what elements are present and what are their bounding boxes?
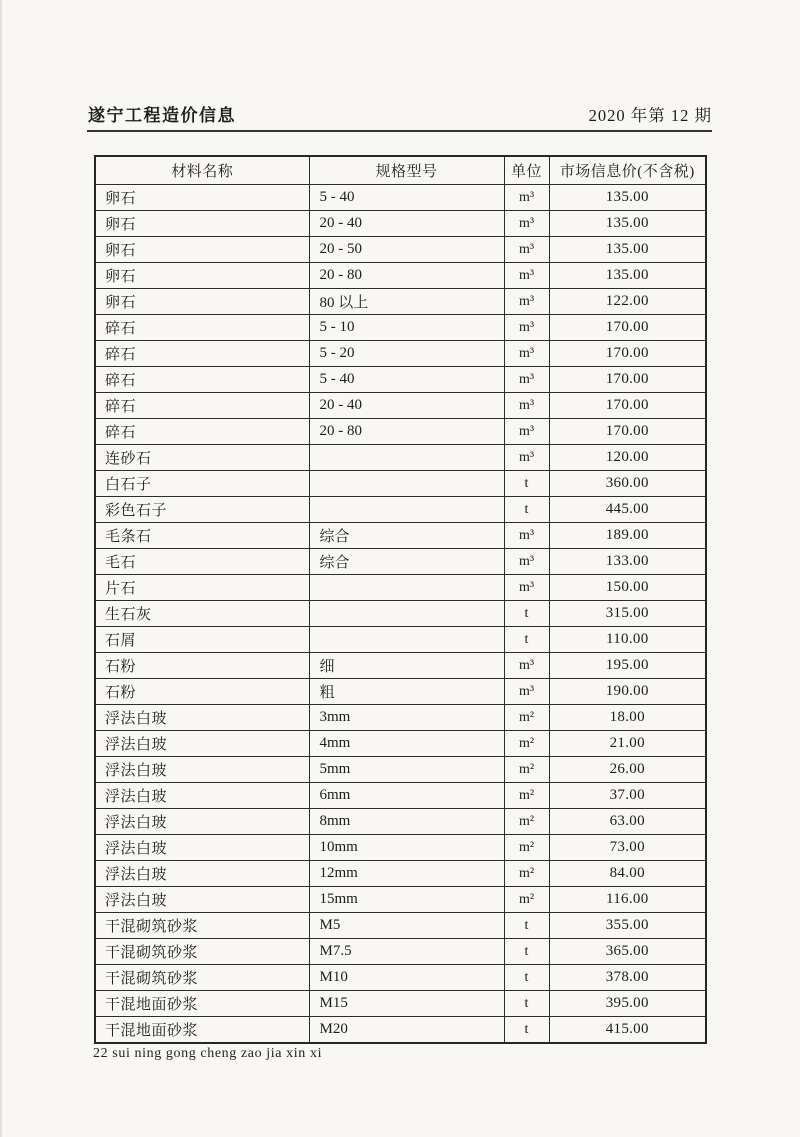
cell-spec-model: M20 — [309, 1017, 504, 1044]
table-row — [95, 185, 706, 211]
table-row — [95, 497, 706, 523]
table-row — [95, 289, 706, 315]
cell-material-name: 浮法白玻 — [95, 705, 309, 731]
cell-spec-model: M5 — [309, 913, 504, 939]
cell-material-name: 卵石 — [95, 237, 309, 263]
table-row — [95, 575, 706, 601]
col-header-material-name: 材料名称 — [95, 156, 309, 185]
cell-unit: t — [504, 939, 549, 965]
cell-spec-model: 5mm — [309, 757, 504, 783]
cell-material-name: 卵石 — [95, 289, 309, 315]
cell-unit: m³ — [504, 575, 549, 601]
cell-unit: t — [504, 627, 549, 653]
cell-unit: m³ — [504, 185, 549, 211]
cell-spec-model — [309, 575, 504, 601]
cell-unit: m² — [504, 783, 549, 809]
cell-spec-model: M15 — [309, 991, 504, 1017]
cell-unit: m³ — [504, 523, 549, 549]
cell-unit: m² — [504, 809, 549, 835]
cell-material-name: 片石 — [95, 575, 309, 601]
cell-price: 190.00 — [549, 679, 706, 705]
table-row — [95, 835, 706, 861]
header-divider — [87, 130, 712, 132]
cell-unit: m² — [504, 835, 549, 861]
col-header-spec-model: 规格型号 — [309, 156, 504, 185]
table-row — [95, 523, 706, 549]
table-row — [95, 783, 706, 809]
cell-unit: m³ — [504, 263, 549, 289]
cell-spec-model: 4mm — [309, 731, 504, 757]
cell-unit: m³ — [504, 237, 549, 263]
cell-material-name: 卵石 — [95, 211, 309, 237]
cell-spec-model: 20 - 50 — [309, 237, 504, 263]
cell-material-name: 浮法白玻 — [95, 809, 309, 835]
table-row — [95, 939, 706, 965]
table-row — [95, 393, 706, 419]
cell-material-name: 毛条石 — [95, 523, 309, 549]
cell-unit: t — [504, 991, 549, 1017]
cell-spec-model: 20 - 40 — [309, 211, 504, 237]
cell-material-name: 碎石 — [95, 393, 309, 419]
cell-unit: m³ — [504, 419, 549, 445]
cell-material-name: 石粉 — [95, 679, 309, 705]
page-title: 遂宁工程造价信息 — [88, 106, 236, 125]
cell-material-name: 干混地面砂浆 — [95, 1017, 309, 1044]
cell-material-name: 彩色石子 — [95, 497, 309, 523]
table-row — [95, 679, 706, 705]
cell-unit: t — [504, 1017, 549, 1044]
cell-price: 135.00 — [549, 263, 706, 289]
table-row — [95, 731, 706, 757]
cell-unit: m³ — [504, 653, 549, 679]
cell-spec-model: M7.5 — [309, 939, 504, 965]
cell-spec-model: 5 - 40 — [309, 367, 504, 393]
cell-material-name: 卵石 — [95, 263, 309, 289]
cell-price: 415.00 — [549, 1017, 706, 1044]
cell-spec-model: 8mm — [309, 809, 504, 835]
cell-price: 170.00 — [549, 315, 706, 341]
cell-price: 116.00 — [549, 887, 706, 913]
cell-price: 378.00 — [549, 965, 706, 991]
cell-unit: t — [504, 601, 549, 627]
cell-material-name: 毛石 — [95, 549, 309, 575]
cell-unit: m² — [504, 757, 549, 783]
table-row — [95, 705, 706, 731]
cell-unit: m³ — [504, 445, 549, 471]
cell-spec-model: 5 - 20 — [309, 341, 504, 367]
cell-price: 84.00 — [549, 861, 706, 887]
cell-material-name: 浮法白玻 — [95, 835, 309, 861]
col-header-market-price: 市场信息价(不含税) — [549, 156, 706, 185]
issue-label: 2020 年第 12 期 — [588, 106, 712, 125]
cell-unit: t — [504, 471, 549, 497]
table-row — [95, 861, 706, 887]
cell-spec-model: 10mm — [309, 835, 504, 861]
cell-price: 170.00 — [549, 393, 706, 419]
table-row — [95, 653, 706, 679]
table-row — [95, 991, 706, 1017]
cell-unit: m³ — [504, 393, 549, 419]
cell-unit: t — [504, 497, 549, 523]
cell-spec-model — [309, 445, 504, 471]
table-row — [95, 211, 706, 237]
cell-unit: t — [504, 965, 549, 991]
cell-spec-model: 综合 — [309, 523, 504, 549]
cell-spec-model — [309, 471, 504, 497]
cell-price: 195.00 — [549, 653, 706, 679]
cell-unit: m² — [504, 731, 549, 757]
cell-unit: m² — [504, 861, 549, 887]
cell-price: 73.00 — [549, 835, 706, 861]
cell-price: 37.00 — [549, 783, 706, 809]
cell-material-name: 浮法白玻 — [95, 757, 309, 783]
cell-material-name: 生石灰 — [95, 601, 309, 627]
cell-material-name: 白石子 — [95, 471, 309, 497]
cell-spec-model: 15mm — [309, 887, 504, 913]
cell-spec-model: 细 — [309, 653, 504, 679]
cell-spec-model: 6mm — [309, 783, 504, 809]
table-header-row — [95, 156, 706, 185]
table-row — [95, 237, 706, 263]
cell-price: 21.00 — [549, 731, 706, 757]
table-row — [95, 263, 706, 289]
cell-spec-model: M10 — [309, 965, 504, 991]
cell-material-name: 碎石 — [95, 315, 309, 341]
cell-price: 170.00 — [549, 367, 706, 393]
cell-spec-model: 5 - 40 — [309, 185, 504, 211]
materials-price-table — [94, 155, 707, 1044]
cell-price: 365.00 — [549, 939, 706, 965]
cell-material-name: 石屑 — [95, 627, 309, 653]
cell-price: 63.00 — [549, 809, 706, 835]
cell-unit: m³ — [504, 341, 549, 367]
table-row — [95, 1017, 706, 1044]
cell-spec-model: 3mm — [309, 705, 504, 731]
cell-material-name: 浮法白玻 — [95, 783, 309, 809]
table-body — [95, 185, 706, 1044]
table-row — [95, 913, 706, 939]
table-row — [95, 315, 706, 341]
cell-material-name: 浮法白玻 — [95, 731, 309, 757]
cell-material-name: 卵石 — [95, 185, 309, 211]
table-row — [95, 445, 706, 471]
cell-material-name: 干混砌筑砂浆 — [95, 965, 309, 991]
cell-unit: m³ — [504, 549, 549, 575]
cell-price: 355.00 — [549, 913, 706, 939]
col-header-unit: 单位 — [504, 156, 549, 185]
cell-material-name: 浮法白玻 — [95, 887, 309, 913]
cell-price: 150.00 — [549, 575, 706, 601]
cell-spec-model: 20 - 80 — [309, 263, 504, 289]
page-header — [88, 101, 712, 126]
cell-spec-model: 5 - 10 — [309, 315, 504, 341]
cell-material-name: 干混砌筑砂浆 — [95, 913, 309, 939]
table-row — [95, 419, 706, 445]
cell-unit: m² — [504, 887, 549, 913]
cell-price: 135.00 — [549, 237, 706, 263]
cell-material-name: 浮法白玻 — [95, 861, 309, 887]
cell-spec-model — [309, 601, 504, 627]
table-row — [95, 627, 706, 653]
cell-material-name: 干混地面砂浆 — [95, 991, 309, 1017]
cell-unit: m³ — [504, 367, 549, 393]
cell-price: 170.00 — [549, 419, 706, 445]
cell-price: 135.00 — [549, 185, 706, 211]
cell-price: 122.00 — [549, 289, 706, 315]
cell-material-name: 碎石 — [95, 341, 309, 367]
cell-material-name: 碎石 — [95, 419, 309, 445]
cell-material-name: 石粉 — [95, 653, 309, 679]
cell-price: 445.00 — [549, 497, 706, 523]
cell-price: 135.00 — [549, 211, 706, 237]
table-row — [95, 601, 706, 627]
cell-price: 133.00 — [549, 549, 706, 575]
cell-price: 110.00 — [549, 627, 706, 653]
cell-spec-model: 80 以上 — [309, 289, 504, 315]
table-row — [95, 471, 706, 497]
cell-price: 18.00 — [549, 705, 706, 731]
cell-unit: m² — [504, 705, 549, 731]
cell-price: 120.00 — [549, 445, 706, 471]
cell-spec-model: 12mm — [309, 861, 504, 887]
cell-spec-model — [309, 497, 504, 523]
table-row — [95, 341, 706, 367]
cell-price: 395.00 — [549, 991, 706, 1017]
table-row — [95, 549, 706, 575]
cell-spec-model: 粗 — [309, 679, 504, 705]
scan-edge-shadow — [0, 0, 2, 1137]
cell-unit: m³ — [504, 211, 549, 237]
cell-material-name: 连砂石 — [95, 445, 309, 471]
table-row — [95, 367, 706, 393]
cell-unit: m³ — [504, 289, 549, 315]
cell-spec-model: 20 - 40 — [309, 393, 504, 419]
table-row — [95, 809, 706, 835]
cell-unit: m³ — [504, 679, 549, 705]
table-row — [95, 757, 706, 783]
cell-spec-model: 综合 — [309, 549, 504, 575]
cell-material-name: 碎石 — [95, 367, 309, 393]
table-row — [95, 965, 706, 991]
cell-unit: m³ — [504, 315, 549, 341]
cell-material-name: 干混砌筑砂浆 — [95, 939, 309, 965]
cell-price: 189.00 — [549, 523, 706, 549]
cell-price: 170.00 — [549, 341, 706, 367]
page-footer: 22 sui ning gong cheng zao jia xin xi — [93, 1046, 323, 1061]
cell-spec-model: 20 - 80 — [309, 419, 504, 445]
cell-price: 26.00 — [549, 757, 706, 783]
cell-spec-model — [309, 627, 504, 653]
cell-unit: t — [504, 913, 549, 939]
cell-price: 360.00 — [549, 471, 706, 497]
table-row — [95, 887, 706, 913]
cell-price: 315.00 — [549, 601, 706, 627]
